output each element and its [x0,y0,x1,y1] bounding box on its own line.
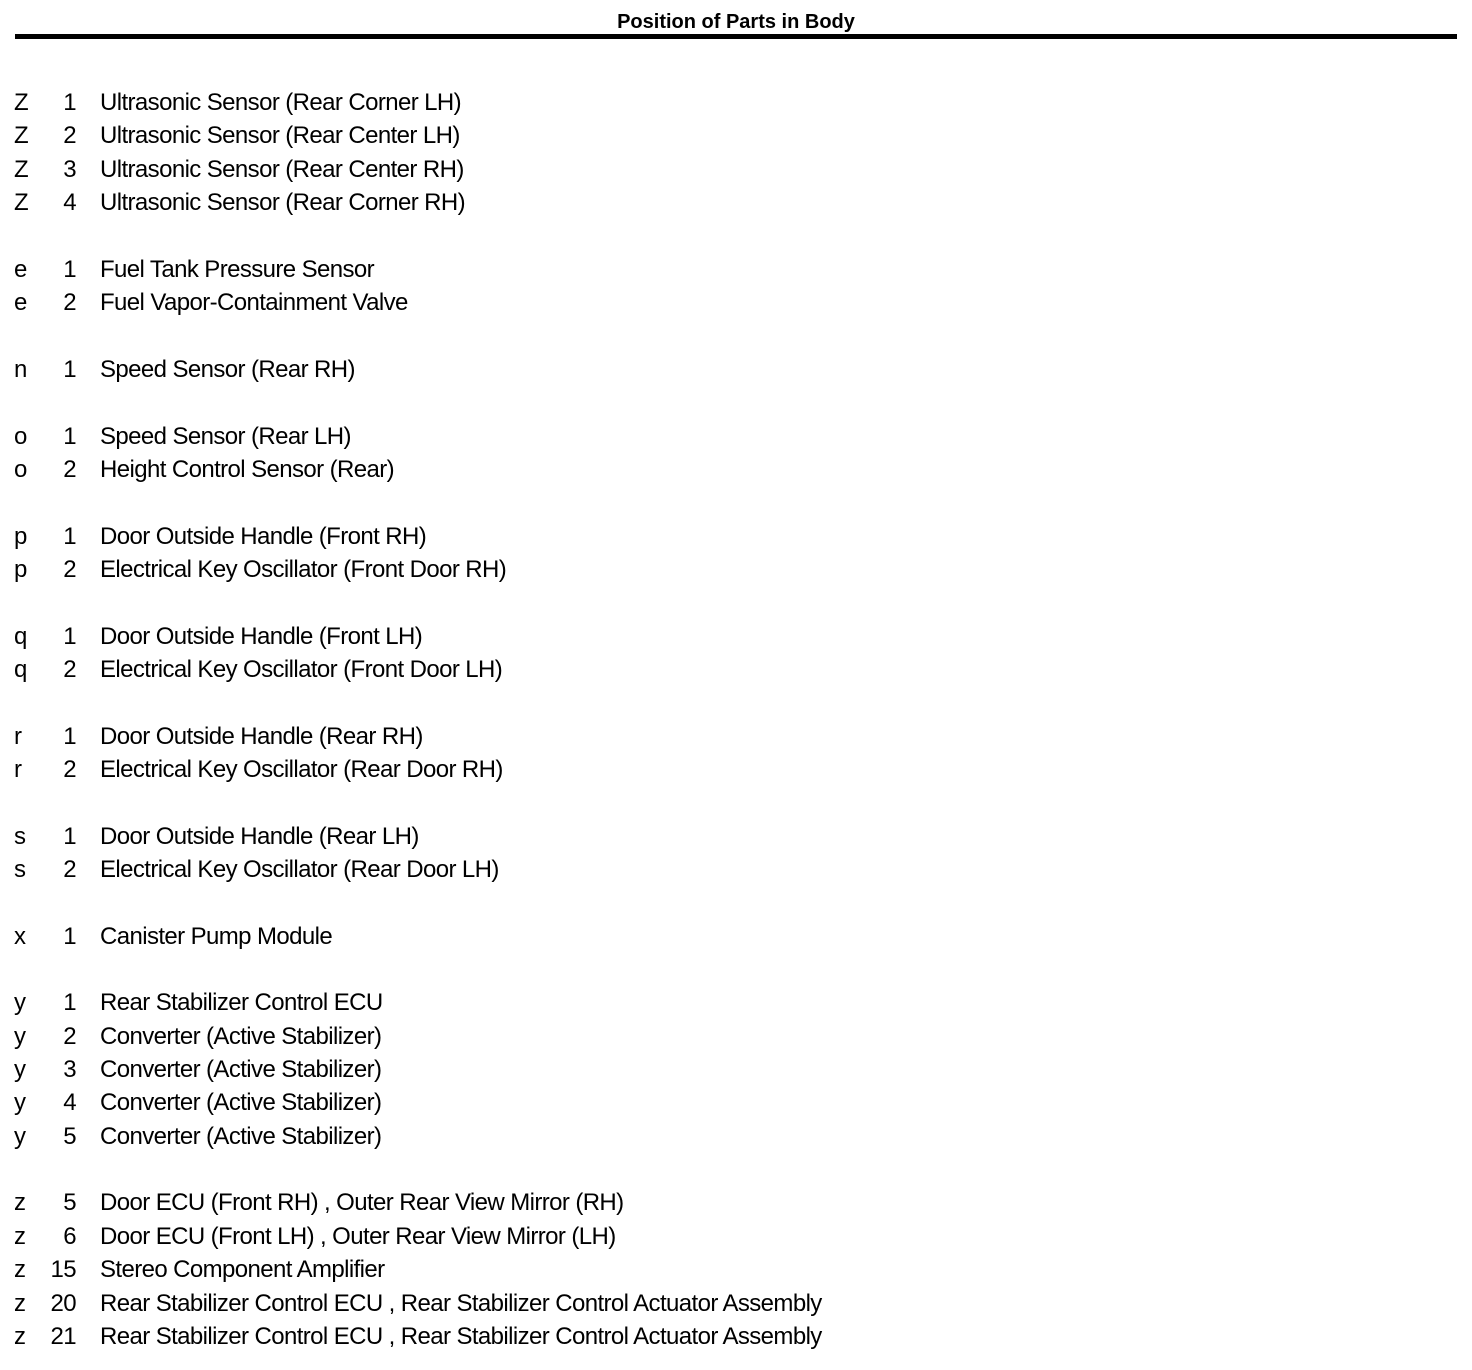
part-letter: z [14,1256,26,1283]
part-letter: y [14,1123,26,1150]
part-letter: y [14,1023,26,1050]
part-letter: q [14,656,27,683]
list-item [0,722,1472,752]
part-description: Electrical Key Oscillator (Front Door RH) [100,556,507,583]
part-number: 1 [63,256,76,283]
part-number: 3 [63,156,76,183]
part-letter: Z [14,189,29,216]
part-letter: z [14,1290,26,1317]
list-item [0,622,1472,652]
part-number: 1 [63,823,76,850]
part-number: 3 [63,1056,76,1083]
part-description: Converter (Active Stabilizer) [100,1056,382,1083]
part-description: Height Control Sensor (Rear) [100,456,394,483]
list-item [0,1322,1472,1352]
page-title: Position of Parts in Body [617,11,855,33]
part-letter: s [14,823,26,850]
list-item [0,755,1472,785]
list-item [0,255,1472,285]
list-item [0,1222,1472,1252]
part-number: 4 [63,189,76,216]
part-number: 1 [63,523,76,550]
part-number: 6 [63,1223,76,1250]
list-item [0,455,1472,485]
part-letter: s [14,856,26,883]
part-description: Door ECU (Front LH) , Outer Rear View Mirror (LH) [100,1223,616,1250]
part-description: Ultrasonic Sensor (Rear Corner RH) [100,189,466,216]
part-description: Ultrasonic Sensor (Rear Center LH) [100,122,460,149]
part-number: 2 [63,556,76,583]
part-description: Fuel Tank Pressure Sensor [100,256,375,283]
list-item [0,1022,1472,1052]
part-description: Door Outside Handle (Rear RH) [100,723,423,750]
list-item [0,922,1472,952]
part-description: Rear Stabilizer Control ECU , Rear Stabilizer Control Actuator Assembly [100,1290,822,1317]
list-item [0,1255,1472,1285]
list-item [0,1188,1472,1218]
part-number: 1 [63,723,76,750]
part-letter: Z [14,156,29,183]
part-letter: n [14,356,27,383]
list-item [0,121,1472,151]
part-letter: Z [14,122,29,149]
list-item [0,155,1472,185]
part-number: 15 [50,1256,76,1283]
part-letter: y [14,1056,26,1083]
part-number: 2 [63,289,76,316]
part-letter: o [14,423,27,450]
part-letter: r [14,723,22,750]
part-number: 2 [63,122,76,149]
part-letter: x [14,923,26,950]
part-letter: z [14,1189,26,1216]
list-item [0,655,1472,685]
part-description: Fuel Vapor-Containment Valve [100,289,408,316]
part-number: 2 [63,756,76,783]
part-letter: y [14,1089,26,1116]
part-description: Door Outside Handle (Front RH) [100,523,427,550]
part-letter: r [14,756,22,783]
part-number: 1 [63,923,76,950]
part-letter: e [14,289,27,316]
part-number: 20 [50,1290,76,1317]
part-number: 1 [63,356,76,383]
list-item [0,555,1472,585]
list-item [0,1289,1472,1319]
part-description: Converter (Active Stabilizer) [100,1023,382,1050]
part-letter: e [14,256,27,283]
part-number: 1 [63,423,76,450]
list-item [0,855,1472,885]
part-description: Ultrasonic Sensor (Rear Corner LH) [100,89,462,116]
list-item [0,188,1472,218]
list-item [0,988,1472,1018]
part-letter: o [14,456,27,483]
list-item [0,88,1472,118]
part-number: 1 [63,89,76,116]
part-description: Rear Stabilizer Control ECU [100,989,383,1016]
part-description: Converter (Active Stabilizer) [100,1089,382,1116]
part-description: Door Outside Handle (Front LH) [100,623,423,650]
part-number: 2 [63,656,76,683]
part-number: 5 [63,1189,76,1216]
list-item [0,1055,1472,1085]
part-number: 2 [63,1023,76,1050]
part-letter: z [14,1323,26,1350]
part-letter: y [14,989,26,1016]
part-description: Electrical Key Oscillator (Front Door LH) [100,656,503,683]
part-number: 5 [63,1123,76,1150]
list-item [0,355,1472,385]
part-number: 1 [63,989,76,1016]
part-description: Speed Sensor (Rear RH) [100,356,355,383]
list-item [0,822,1472,852]
list-item [0,422,1472,452]
part-description: Ultrasonic Sensor (Rear Center RH) [100,156,464,183]
part-number: 21 [50,1323,76,1350]
part-description: Rear Stabilizer Control ECU , Rear Stabilizer Control Actuator Assembly [100,1323,822,1350]
part-description: Electrical Key Oscillator (Rear Door LH) [100,856,499,883]
part-description: Converter (Active Stabilizer) [100,1123,382,1150]
list-item [0,522,1472,552]
part-letter: z [14,1223,26,1250]
part-letter: p [14,523,27,550]
part-number: 2 [63,856,76,883]
list-item [0,1122,1472,1152]
part-description: Door Outside Handle (Rear LH) [100,823,419,850]
part-number: 2 [63,456,76,483]
list-item [0,1088,1472,1118]
part-description: Canister Pump Module [100,923,333,950]
part-description: Stereo Component Amplifier [100,1256,385,1283]
part-letter: p [14,556,27,583]
part-letter: q [14,623,27,650]
part-description: Speed Sensor (Rear LH) [100,423,351,450]
list-item [0,288,1472,318]
part-description: Door ECU (Front RH) , Outer Rear View Mirror (RH) [100,1189,624,1216]
part-description: Electrical Key Oscillator (Rear Door RH) [100,756,503,783]
part-letter: Z [14,89,29,116]
part-number: 4 [63,1089,76,1116]
part-number: 1 [63,623,76,650]
